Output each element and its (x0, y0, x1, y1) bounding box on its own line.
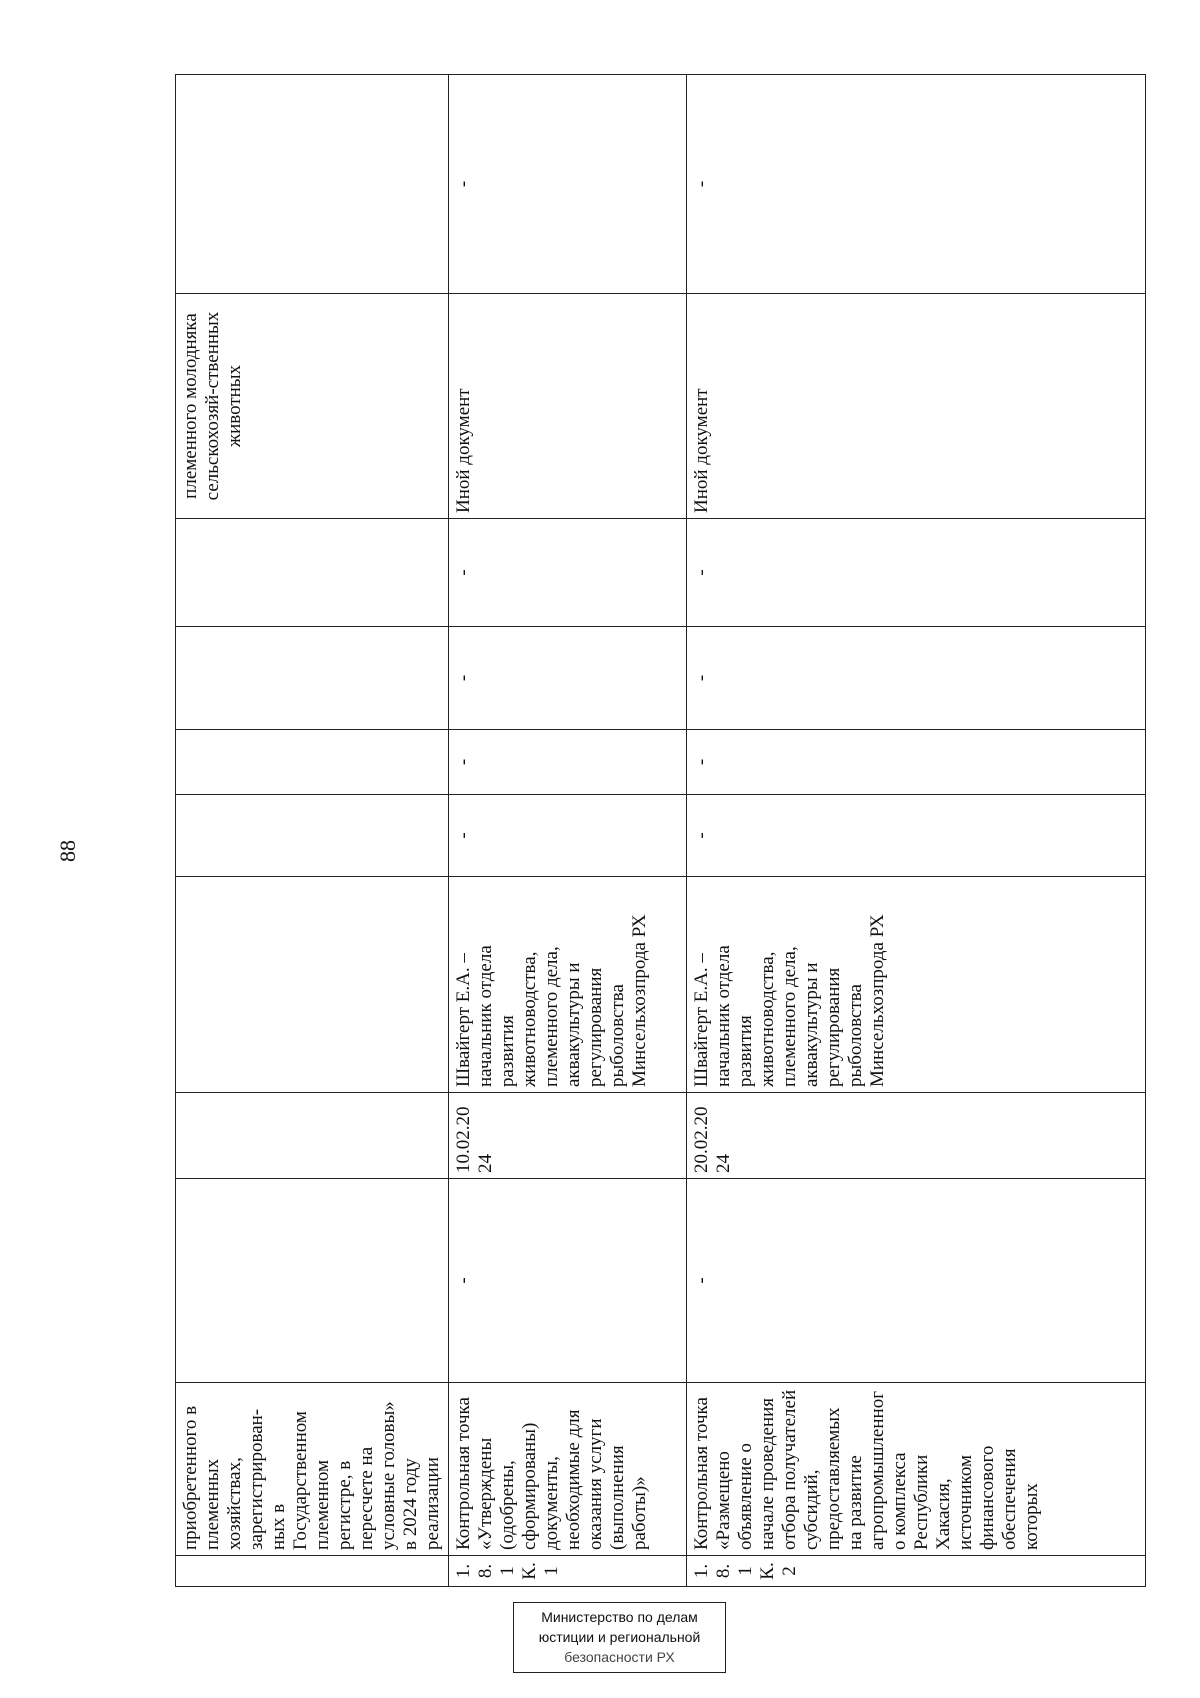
table-row (176, 75, 449, 1587)
cell-col8: - (687, 627, 1146, 730)
start-date (176, 1179, 449, 1383)
end-date: 20.02.2024 (687, 1093, 1146, 1179)
cell-col6 (176, 795, 449, 877)
info-system: - (687, 75, 1146, 294)
page-number: 88 (55, 840, 80, 862)
item-name: приобретенного в племенных хозяйствах, зарегистрирован-ных в Государственном племенном регистре, в пересчете на условные головы» в 2024 году реализации (176, 1383, 449, 1556)
document-type: Иной документ (449, 294, 687, 519)
document-type: племенного молодняка сельскохозяй-ственных животных (176, 294, 449, 519)
stamp-line-1: Министерство по делам (541, 1609, 698, 1625)
end-date (176, 1093, 449, 1179)
cell-col6: - (449, 795, 687, 877)
plan-table (175, 74, 1146, 1587)
row-number: 1.8.1 К.2 (687, 1556, 1146, 1587)
start-date: - (687, 1179, 1146, 1383)
cell-col7: - (449, 730, 687, 795)
cell-col8: - (449, 627, 687, 730)
start-date: - (449, 1179, 687, 1383)
cell-col9 (176, 519, 449, 627)
cell-col9: - (687, 519, 1146, 627)
cell-col8 (176, 627, 449, 730)
stamp-line-3: безопасности РХ (564, 1649, 675, 1665)
ministry-stamp (513, 1602, 726, 1673)
responsible: Швайгерт Е.А. – начальник отдела развития животноводства, племенного дела, аквакультуры и регулирования рыболовства Минсельхозпрода РХ (449, 877, 687, 1093)
item-name: Контрольная точка «Утверждены (одобрены, сформированы) документы, необходимые для оказания услуги (выполнения работы)» (449, 1383, 687, 1556)
table-row (687, 75, 1146, 1587)
responsible (176, 877, 449, 1093)
responsible: Швайгерт Е.А. – начальник отдела развития животноводства, племенного дела, аквакультуры и регулирования рыболовства Минсельхозпрода РХ (687, 877, 1146, 1093)
rotated-table-wrapper (175, 75, 1127, 1587)
cell-col9: - (449, 519, 687, 627)
stamp-line-2: юстиции и региональной (538, 1629, 701, 1645)
document-type: Иной документ (687, 294, 1146, 519)
table-row (449, 75, 687, 1587)
cell-col6: - (687, 795, 1146, 877)
item-name: Контрольная точка «Размещено объявление о начале проведения отбора получателей субсидий, предоставляемых на развитие агропромышленного комплекса Республики Хакасия, источником финансового обеспечения которых (687, 1383, 1146, 1556)
end-date: 10.02.2024 (449, 1093, 687, 1179)
row-number (176, 1556, 449, 1587)
cell-col7 (176, 730, 449, 795)
info-system (176, 75, 449, 294)
row-number: 1.8.1 К.1 (449, 1556, 687, 1587)
info-system: - (449, 75, 687, 294)
cell-col7: - (687, 730, 1146, 795)
